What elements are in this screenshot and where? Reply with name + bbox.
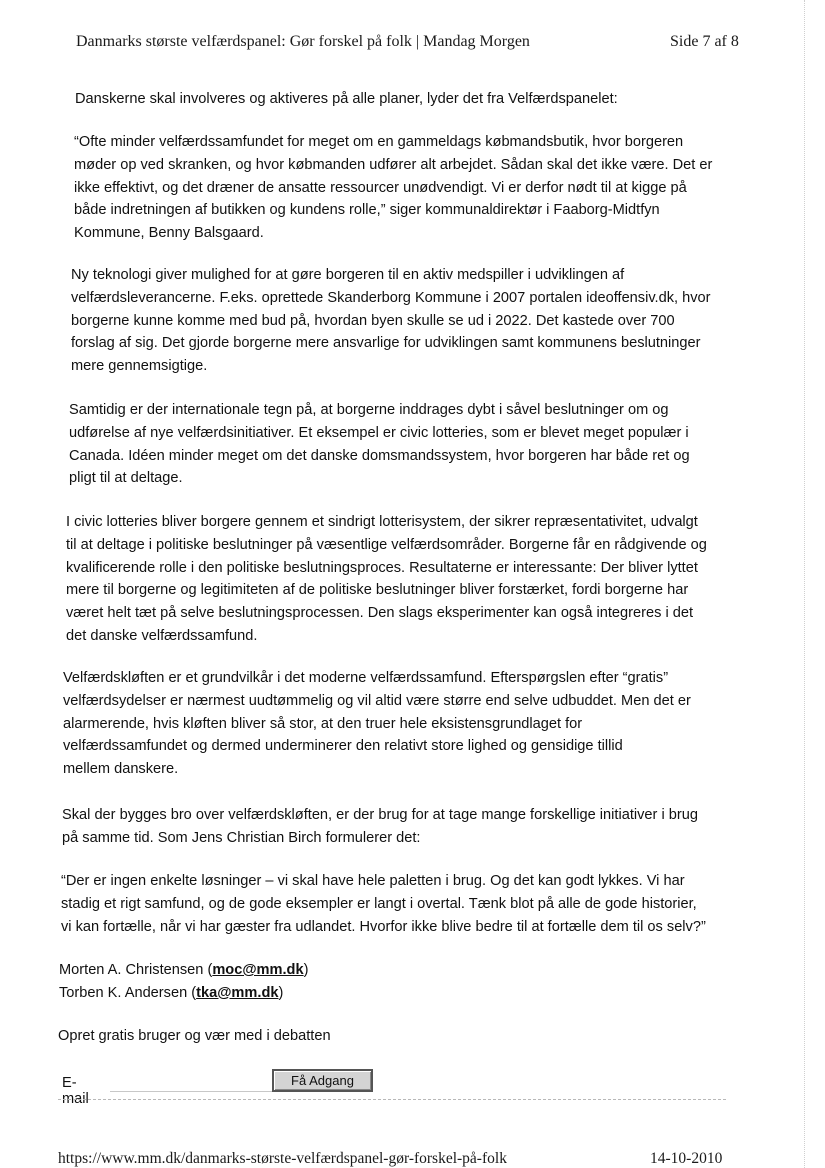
text-line: Samtidig er der internationale tegn på, at borgerne inddrages dybt i såvel beslutninger om og bbox=[69, 402, 669, 418]
page-edge-line bbox=[804, 0, 805, 1168]
author-line: Torben K. Andersen (tka@mm.dk) bbox=[59, 984, 284, 1001]
text-line: Canada. Idéen minder meget om det danske domsmandssystem, hvor borgeren har både ret og bbox=[69, 447, 690, 464]
text-line: Kommune, Benny Balsgaard. bbox=[74, 225, 264, 242]
text-line: Ny teknologi giver mulighed for at gøre borgeren til en aktiv medspiller i udviklingen af bbox=[71, 267, 625, 283]
page-header-title: Danmarks største velfærdspanel: Gør forskel på folk | Mandag Morgen bbox=[76, 33, 530, 50]
text-line: vi kan fortælle, når vi har gæster fra udlandet. Hvorfor ikke blive bedre til at fortælle dem til os selv?” bbox=[61, 918, 706, 935]
footer-url: https://www.mm.dk/danmarks-største-velfærdspanel-gør-forskel-på-folk bbox=[58, 1150, 507, 1167]
footer-date: 14-10-2010 bbox=[650, 1150, 723, 1167]
text-line: stadig et rigt samfund, og de gode eksempler er langt i overtal. Tænk blot på alle de gode historier, bbox=[61, 895, 697, 912]
signup-text: Opret gratis bruger og vær med i debatten bbox=[58, 1028, 331, 1044]
page-number: Side 7 af 8 bbox=[670, 33, 739, 50]
author-line: Morten A. Christensen (moc@mm.dk) bbox=[59, 962, 309, 978]
text-line: “Der er ingen enkelte løsninger – vi skal have hele paletten i brug. Og det kan godt lykkes. Vi har bbox=[61, 873, 685, 889]
paragraph-quote-birch bbox=[61, 870, 706, 938]
text-line: mellem danskere. bbox=[63, 761, 179, 778]
text-line: I civic lotteries bliver borgere gennem et sindrigt lotterisystem, der sikrer repræsentativitet, udvalgt bbox=[66, 514, 698, 530]
text-line: været helt tæt på selve beslutningsprocessen. Den slags eksperimenter kan også integreres i det bbox=[66, 605, 694, 622]
email-field[interactable] bbox=[110, 1069, 272, 1092]
text-line: forslag af sig. Det gjorde borgerne mere ansvarlige for udviklingen samt kommunens beslutninger bbox=[71, 335, 701, 352]
access-button[interactable]: Få Adgang bbox=[272, 1069, 373, 1092]
text-line: velfærdsleverancerne. F.eks. oprettede Skanderborg Kommune i 2007 portalen ideoffensiv.dk, hvor bbox=[71, 289, 711, 306]
paragraph-international bbox=[69, 399, 690, 490]
text-line: Danskerne skal involveres og aktiveres på alle planer, lyder det fra Velfærdspanelet: bbox=[75, 91, 618, 107]
text-line: udførelse af nye velfærdsinitiativer. Et eksempel er civic lotteries, som er blevet meget populær i bbox=[69, 424, 689, 441]
text-line: mere gennemsigtige. bbox=[71, 358, 208, 375]
text-line: kvalificerende rolle i den politiske beslutningsproces. Resultaterne er interessante: Der bliver lyttet bbox=[66, 559, 698, 576]
paragraph-welfare-gap bbox=[63, 667, 691, 781]
paragraph-bridge bbox=[62, 804, 698, 850]
text-line: mere til borgerne og legitimiteten af de politiske beslutninger bliver forstærket, fordi borgerne har bbox=[66, 582, 689, 599]
author-email-link[interactable]: tka@mm.dk bbox=[196, 984, 279, 1001]
author-list bbox=[59, 959, 308, 1005]
paragraph-technology bbox=[71, 264, 711, 378]
text-line: “Ofte minder velfærdssamfundet for meget om en gammeldags købmandsbutik, hvor borgeren bbox=[74, 134, 684, 150]
text-line: velfærdsydelser er nærmest uudtømmelig og vil altid være større end selve udbuddet. Men det er bbox=[63, 692, 691, 709]
text-line: på samme tid. Som Jens Christian Birch formulerer det: bbox=[62, 829, 421, 846]
paragraph-quote-balsgaard bbox=[74, 131, 712, 245]
text-line: ikke effektivt, og det dræner de ansatte ressourcer unødvendigt. Vi er derfor nødt til at kigge på bbox=[74, 179, 687, 196]
author-name: Torben K. Andersen bbox=[59, 984, 188, 1001]
text-line: velfærdssamfundet og dermed underminerer den relativt store lighed og gensidige tillid bbox=[63, 738, 623, 755]
divider bbox=[58, 1099, 726, 1100]
text-line: både indretningen af butikken og kundens rolle,” siger kommunaldirektør i Faaborg-Midtfyn bbox=[74, 202, 660, 219]
text-line: til at deltage i politiske beslutninger på væsentlige velfærdsområder. Borgerne får en rådgivende og bbox=[66, 536, 707, 553]
text-line: pligt til at deltage. bbox=[69, 470, 183, 487]
email-label: E-mail bbox=[62, 1075, 89, 1107]
paragraph-intro bbox=[75, 88, 618, 111]
text-line: Skal der bygges bro over velfærdskløften, er der brug for at tage mange forskellige initiativer i brug bbox=[62, 807, 698, 823]
text-line: det danske velfærdssamfund. bbox=[66, 627, 258, 644]
text-line: borgerne kunne komme med bud på, hvordan byen skulle se ud i 2022. Det kastede over 700 bbox=[71, 312, 675, 329]
author-name: Morten A. Christensen bbox=[59, 962, 204, 978]
paragraph-civic-lotteries bbox=[66, 511, 707, 648]
signup-prompt bbox=[58, 1025, 331, 1048]
text-line: Velfærdskløften er et grundvilkår i det moderne velfærdssamfund. Efterspørgslen efter “gratis” bbox=[63, 670, 669, 686]
author-email-link[interactable]: moc@mm.dk bbox=[212, 962, 304, 978]
text-line: møder op ved skranken, og hvor købmanden udfører alt arbejdet. Sådan skal det ikke være. Det er bbox=[74, 156, 713, 173]
text-line: alarmerende, hvis kløften bliver så stor, at den truer hele eksistensgrundlaget for bbox=[63, 715, 583, 732]
